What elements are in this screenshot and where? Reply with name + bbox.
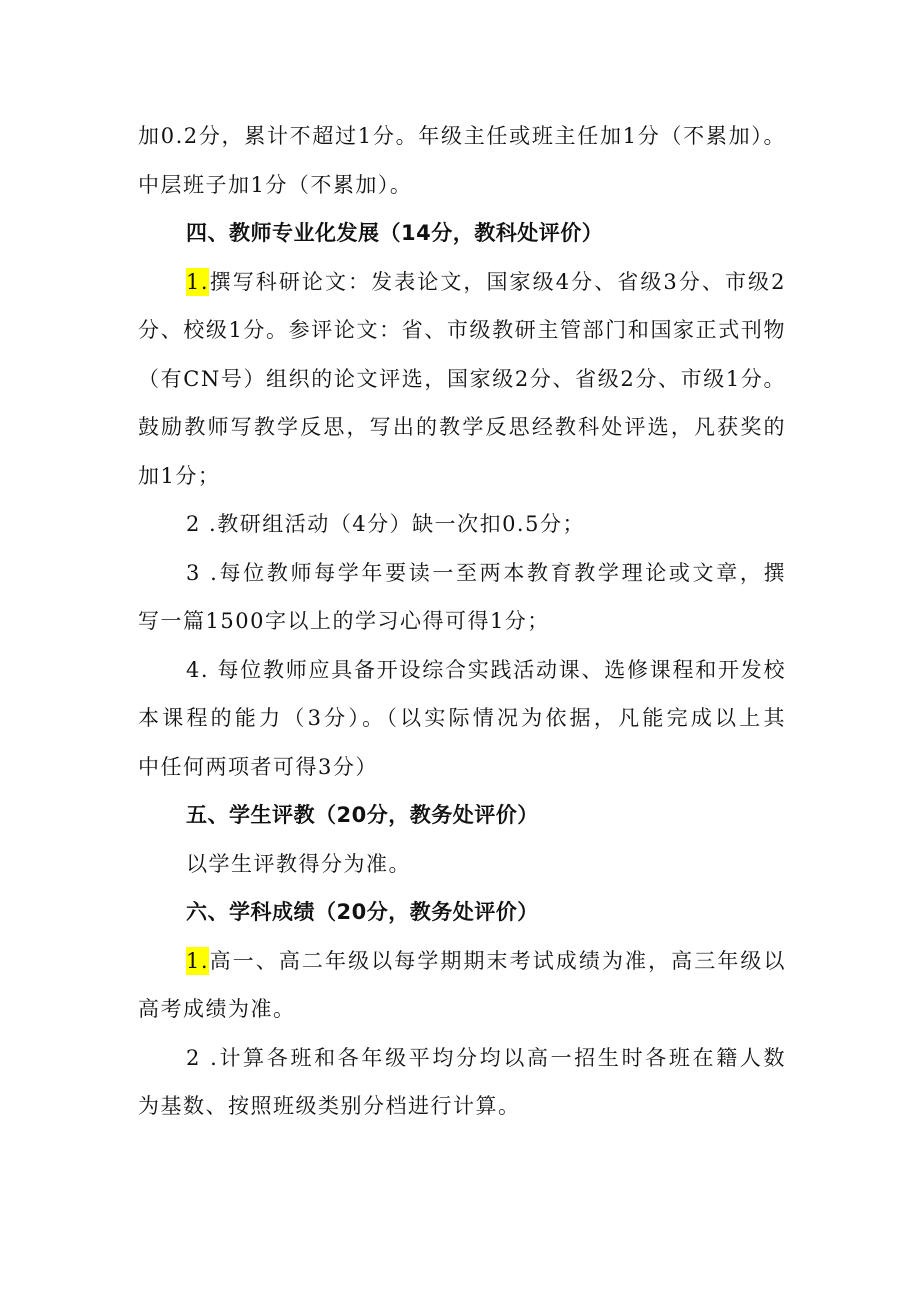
document-body — [138, 112, 786, 1131]
paragraph-line: 以学生评教得分为准。 — [186, 851, 411, 876]
paragraph-line: 2 .计算各班和各年级平均分均以高一招生时各班在籍人数 — [186, 1045, 786, 1070]
section-heading-4: 四、教师专业化发展（14分，教科处评价） — [186, 221, 604, 245]
paragraph-line: （有CN号）组织的论文评选，国家级2分、省级2分、市级1分。 — [138, 366, 786, 391]
paragraph-text: 撰写科研论文：发表论文，国家级4分、省级3分、市级2 — [209, 269, 786, 294]
paragraph-line: 鼓励教师写教学反思，写出的教学反思经教科处评选，凡获奖的 — [138, 415, 786, 439]
paragraph-line: 加0.2分，累计不超过1分。年级主任或班主任加1分（不累加）。 — [138, 124, 786, 148]
paragraph-line: 写一篇1500字以上的学习心得可得1分； — [138, 609, 550, 633]
paragraph-line: 2 .教研组活动（4分）缺一次扣0.5分； — [186, 512, 585, 536]
highlighted-list-marker: 1. — [186, 269, 210, 294]
paragraph-line: 高考成绩为准。 — [138, 997, 296, 1021]
highlighted-list-marker: 1. — [186, 948, 210, 973]
paragraph-line: 分、校级1分。参评论文：省、市级教研主管部门和国家正式刊物 — [138, 318, 786, 342]
paragraph-line — [138, 937, 786, 986]
paragraph-line — [138, 258, 786, 307]
paragraph-line: 中任何两项者可得3分） — [138, 754, 378, 779]
paragraph-line: 中层班子加1分（不累加）。 — [138, 172, 413, 197]
section-heading-5: 五、学生评教（20分，教务处评价） — [186, 803, 539, 827]
paragraph-line: 3 .每位教师每学年要读一至两本教育教学理论或文章，撰 — [186, 560, 786, 585]
paragraph-line: 加1分； — [138, 463, 221, 488]
paragraph-text: 高一、高二年级以每学期期末考试成绩为准，高三年级以 — [209, 948, 786, 973]
paragraph-line: 为基数、按照班级类别分档进行计算。 — [138, 1094, 521, 1118]
paragraph-line: 本课程的能力（3分）。（以实际情况为依据，凡能完成以上其 — [138, 706, 786, 730]
section-heading-6: 六、学科成绩（20分，教务处评价） — [186, 900, 539, 924]
paragraph-line: 4. 每位教师应具备开设综合实践活动课、选修课程和开发校 — [186, 657, 786, 682]
